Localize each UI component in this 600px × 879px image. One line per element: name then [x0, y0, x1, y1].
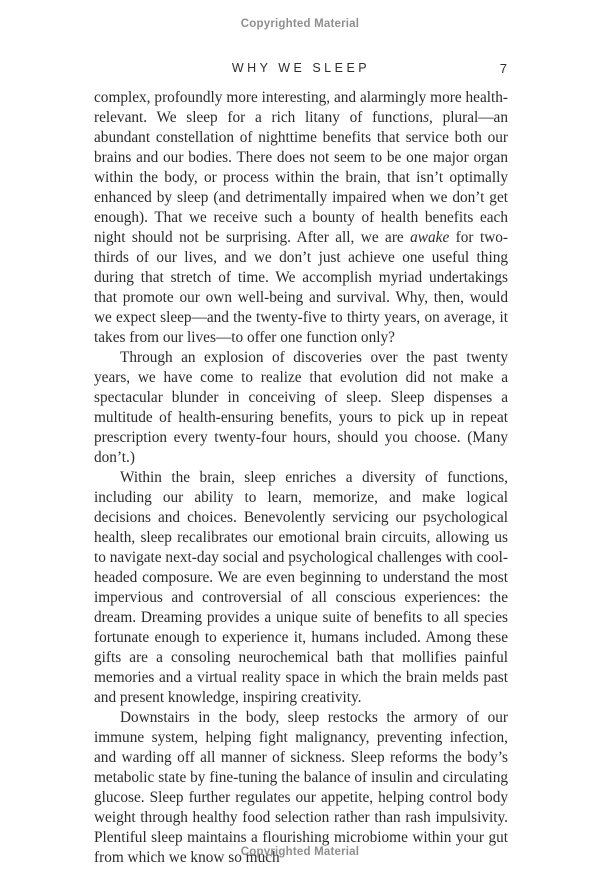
paragraph: [94, 348, 508, 468]
text-segment: for two-thirds of our lives, and we don’t just achieve one useful thing during that stretch of time. We accomplish myriad undertakings that promote our own well-being and survival. Why, then, would we expect sleep—and the twenty-five to thirty years, on average, it takes from our lives—to offer one function only?: [94, 229, 508, 346]
page-number: 7: [499, 61, 508, 76]
text-segment: complex, profoundly more interesting, and alarmingly more health-relevant. We sleep for a rich litany of function: [94, 89, 508, 126]
text-segment: Within the brain, sleep enriches a diversity of functions, including our ability to learn, memorize, and make logical decisions and choices. Benevolently servicing our psychological health, sleep recalibrates our emotional brain circuits, allowing us to navigate next-day social and psychological challenges with cool-headed composure. We are even beginning to understand the most impervious and controversial of all conscious experiences: the dream. Dreaming provides a unique suite of benefits to all species fortunate enough to experience it, humans included. Among these gifts are a consoling neurochemical bath that mollifies painful memories and a virtual reality space in which the brain melds past and present knowledge, inspiring creativity.: [94, 469, 508, 706]
italic-text: s: [423, 109, 430, 126]
running-head: [94, 61, 508, 79]
paragraph: [94, 88, 508, 348]
text-segment: Downstairs in the body, sleep restocks the armory of our immune system, helping fight malignancy, preventing infection, and warding off all manner of sickness. Sleep reforms the body’s metabolic state by fine-tuning the balance of insulin and circulating glucose. Sleep further regulates our appetite, helping control body weight through healthy food selection rather than rash impulsivity. Plentiful sleep maintains a flourishing microbiome within your gut from which we know so much: [94, 709, 508, 866]
text-segment: Through an explosion of discoveries over the past twenty years, we have come to realize that evolution did not make a spectacular blunder in conceiving of sleep. Sleep dispenses a multitude of health-ensuring benefits, yours to pick up in repeat prescription every twenty-four hours, should you choose. (Many don’t.): [94, 349, 508, 466]
text-segment: , plural—an abundant constellation of nighttime benefits that service both our brains and our bodies. There does not seem to be one major organ within the body, or process within the brain, that isn’t optimally enhanced by sleep (and detrimentally impaired when we don’t get enough). That we receive such a bounty of health benefits each night should not be surprising. After all, we are: [94, 109, 508, 246]
italic-text: awake: [410, 229, 450, 246]
paragraph: [94, 468, 508, 708]
copyright-notice-top: Copyrighted Material: [240, 18, 360, 30]
body-text: [94, 88, 508, 868]
running-head-title: WHY WE SLEEP: [231, 61, 371, 75]
paragraph: [94, 708, 508, 868]
copyright-notice-bottom: Copyrighted Material: [240, 846, 360, 858]
